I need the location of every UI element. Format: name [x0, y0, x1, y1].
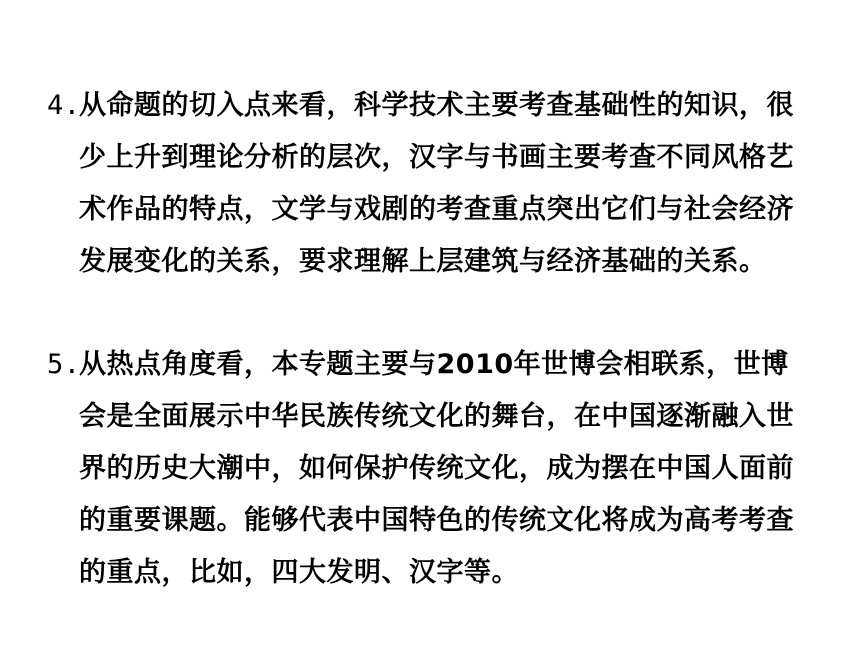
item-number: 5.: [47, 349, 81, 380]
list-item-5: [47, 339, 807, 599]
item-text: 从命题的切入点来看，科学技术主要考查基础性的知识，很少上升到理论分析的层次，汉字与书画主要考查不同风格艺术作品的特点，文学与戏剧的考查重点突出它们与社会经济发展变化的关系，要求理解上层建筑与经济基础的关系。: [79, 90, 794, 277]
item-text: 从热点角度看，本专题主要与2010年世博会相联系，世博会是全面展示中华民族传统文化的舞台，在中国逐渐融入世界的历史大潮中，如何保护传统文化，成为摆在中国人面前的重要课题。能够代表中国特色的传统文化将成为高考考查的重点，比如，四大发明、汉字等。: [79, 349, 794, 588]
list-item-4: [47, 80, 807, 288]
item-number: 4.: [47, 90, 81, 121]
